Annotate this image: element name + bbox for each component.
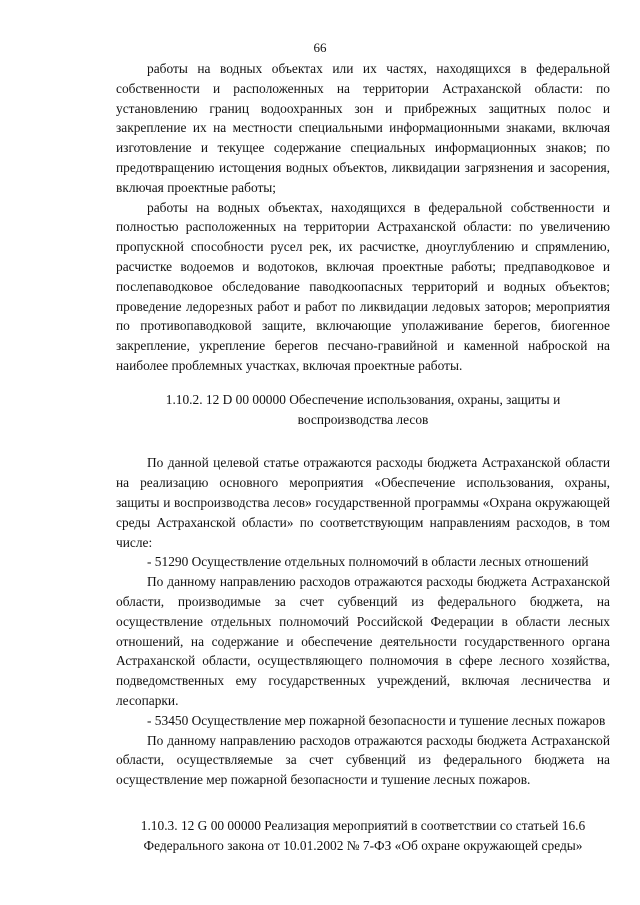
paragraph-53450-description: По данному направлению расходов отражаются расходы бюджета Астраханской области, осуществляемые за счет субвенций из федерального бюджета на осуществление мер пожарной безопасности и тушение лесных пожаров. [116, 732, 610, 788]
paragraph-water-works-fully-located: работы на водных объектах, находящихся в федеральной собственности и полностью расположенных на территории Астраханской области: по увеличению пропускной способности русел рек, их расчистке, дноуглублению и спрямлению, расчистке водоемов и водотоков, включая проектные работы; предпаводковое и послепаводковое обследование паводкоопасных территорий и водных объектов; проведение ледорезных работ и работ по ликвидации ледовых заторов; мероприятия по противопаводковой защите, включающие уполаживание берегов, биогенное закрепление, укрепление берегов песчано-гравийной и каменной наброской на наиболее проблемных участках, включая проектные работы. [116, 199, 610, 373]
section-heading-1-10-3 [116, 816, 610, 856]
paragraph-water-works-federal: работы на водных объектах или их частях, находящихся в федеральной собственности и расположенных на территории Астраханской области: по установлению границ водоохранных зон и прибрежных защитных полос и закрепление их на местности специальными информационными знаками, включая изготовление и текущее содержание специальных информационных знаков; по предотвращению истощения водных объектов, ликвидации загрязнения и засорения, включая проектные работы; [116, 61, 610, 195]
page-number: 66 [313, 40, 327, 55]
section-heading-1-10-2-line2: воспроизводства лесов [297, 411, 429, 427]
list-item-51290: - 51290 Осуществление отдельных полномочий в области лесных отношений [147, 554, 589, 570]
section-heading-1-10-3-line2: Федерального закона от 10.01.2002 № 7-ФЗ «Об охране окружающей среды» [143, 837, 583, 853]
section-heading-1-10-2-line1: 1.10.2. 12 D 00 00000 Обеспечение использования, охраны, защиты и [165, 391, 561, 407]
paragraph-51290-description: По данному направлению расходов отражаются расходы бюджета Астраханской области, производимые за счет субвенций из федерального бюджета, на осуществление отдельных полномочий Российской Федерации в области лесных отношений, на содержание и обеспечение деятельности государственного органа Астраханской области, осуществляющего полномочия в сфере лесного хозяйства, подведомственных ему государственных учреждений, включая лесничества и лесопарки. [116, 574, 610, 708]
spacer [116, 429, 610, 453]
paragraph-target-article-intro: По данной целевой статье отражаются расходы бюджета Астраханской области на реализацию основного мероприятия «Обеспечение использования, охраны, защиты и воспроизводства лесов» государственной программы «Охрана окружающей среды Астраханской области» по соответствующим направлениям расходов, в том числе: [116, 455, 610, 550]
spacer [116, 376, 610, 390]
section-heading-1-10-3-line1: 1.10.3. 12 G 00 00000 Реализация мероприятий в соответствии со статьей 16.6 [140, 817, 586, 833]
section-heading-1-10-2 [116, 390, 610, 430]
list-item-53450: - 53450 Осуществление мер пожарной безопасности и тушение лесных пожаров [147, 712, 606, 728]
document-body [116, 59, 610, 855]
spacer [116, 790, 610, 816]
